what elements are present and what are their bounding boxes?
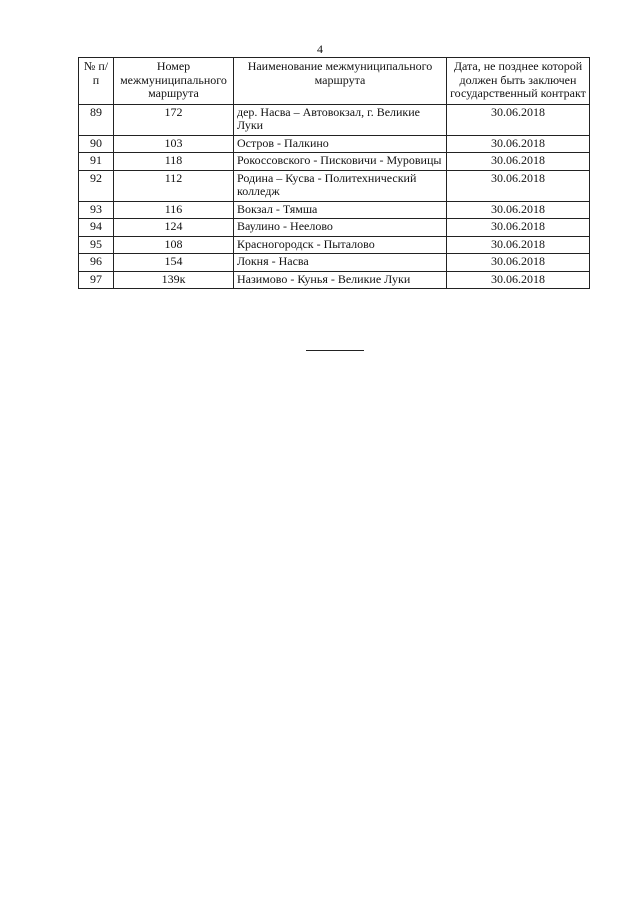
row-route-number: 154 bbox=[114, 254, 234, 272]
row-num: 97 bbox=[79, 271, 114, 289]
table-row bbox=[79, 170, 590, 201]
row-contract-date: 30.06.2018 bbox=[447, 135, 590, 153]
header-num: № п/п bbox=[79, 58, 114, 105]
table-row bbox=[79, 271, 590, 289]
row-route-number: 103 bbox=[114, 135, 234, 153]
routes-table bbox=[78, 57, 590, 289]
row-contract-date: 30.06.2018 bbox=[447, 236, 590, 254]
row-contract-date: 30.06.2018 bbox=[447, 201, 590, 219]
table-row bbox=[79, 135, 590, 153]
row-route-name: Локня - Насва bbox=[234, 254, 447, 272]
row-contract-date: 30.06.2018 bbox=[447, 271, 590, 289]
row-route-number: 112 bbox=[114, 170, 234, 201]
table-row bbox=[79, 254, 590, 272]
row-route-number: 108 bbox=[114, 236, 234, 254]
table-row bbox=[79, 153, 590, 171]
row-num: 90 bbox=[79, 135, 114, 153]
row-route-number: 118 bbox=[114, 153, 234, 171]
row-route-name: Ваулино - Неелово bbox=[234, 219, 447, 237]
row-contract-date: 30.06.2018 bbox=[447, 104, 590, 135]
row-num: 92 bbox=[79, 170, 114, 201]
table-row bbox=[79, 201, 590, 219]
row-route-name: Рокоссовского - Писковичи - Муровицы bbox=[234, 153, 447, 171]
table-row bbox=[79, 236, 590, 254]
row-contract-date: 30.06.2018 bbox=[447, 219, 590, 237]
row-route-name: Вокзал - Тямша bbox=[234, 201, 447, 219]
row-route-number: 139к bbox=[114, 271, 234, 289]
header-route-name: Наименование межмуниципального маршрута bbox=[234, 58, 447, 105]
row-contract-date: 30.06.2018 bbox=[447, 153, 590, 171]
row-contract-date: 30.06.2018 bbox=[447, 254, 590, 272]
row-route-number: 116 bbox=[114, 201, 234, 219]
row-num: 94 bbox=[79, 219, 114, 237]
end-of-document-line bbox=[306, 350, 364, 351]
row-num: 93 bbox=[79, 201, 114, 219]
row-num: 89 bbox=[79, 104, 114, 135]
table-row bbox=[79, 219, 590, 237]
row-num: 91 bbox=[79, 153, 114, 171]
row-route-name: Красногородск - Пыталово bbox=[234, 236, 447, 254]
header-route-number: Номер межмуниципального маршрута bbox=[114, 58, 234, 105]
row-route-number: 124 bbox=[114, 219, 234, 237]
row-route-name: Родина – Кусва - Политехнический колледж bbox=[234, 170, 447, 201]
row-route-name: Назимово - Кунья - Великие Луки bbox=[234, 271, 447, 289]
row-num: 96 bbox=[79, 254, 114, 272]
row-num: 95 bbox=[79, 236, 114, 254]
row-route-name: Остров - Палкино bbox=[234, 135, 447, 153]
header-contract-date: Дата, не позднее которой должен быть заключен государственный контракт bbox=[447, 58, 590, 105]
table-row bbox=[79, 104, 590, 135]
table-header-row bbox=[79, 58, 590, 105]
row-route-number: 172 bbox=[114, 104, 234, 135]
row-route-name: дер. Насва – Автовокзал, г. Великие Луки bbox=[234, 104, 447, 135]
row-contract-date: 30.06.2018 bbox=[447, 170, 590, 201]
page-number: 4 bbox=[317, 42, 323, 56]
